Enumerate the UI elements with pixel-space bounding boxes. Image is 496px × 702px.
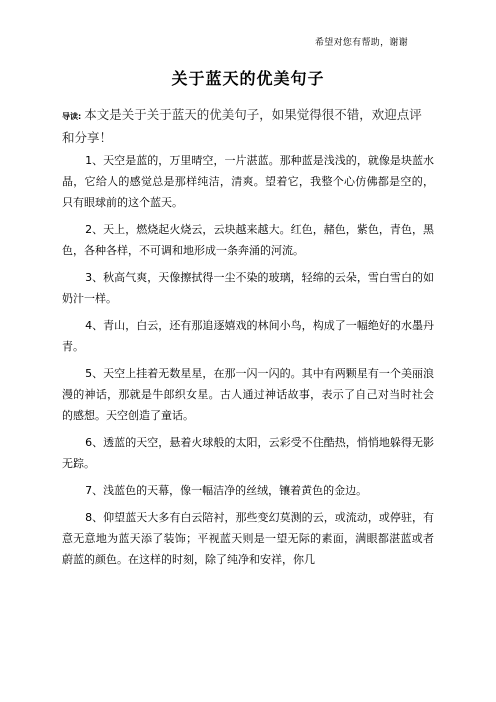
paragraph-2: 2、天上，燃烧起火烧云，云块越来越大。红色，赭色，紫色，青色，黑色，各种各样，不可调和地形成一条奔涌的河流。 bbox=[62, 223, 434, 257]
paragraph-1: 1、天空是蓝的，万里晴空，一片湛蓝。那种蓝是浅浅的，就像是块蓝水晶，它给人的感觉总是那样纯洁，清爽。望着它，我整个心仿佛都是空的，只有眼球前的这个蓝天。 bbox=[62, 154, 434, 209]
paragraph-4: 4、青山，白云，还有那追逐嬉戏的林间小鸟，构成了一幅绝好的水墨丹青。 bbox=[62, 319, 434, 353]
paragraph-7: 7、浅蓝色的天幕，像一幅洁净的丝绒，镶着黄色的金边。 bbox=[85, 484, 368, 497]
paragraph-3: 3、秋高气爽，天像擦拭得一尘不染的玻璃，轻绵的云朵，雪白雪白的如奶汁一样。 bbox=[62, 271, 434, 305]
content-body bbox=[62, 150, 434, 576]
intro-paragraph bbox=[62, 104, 434, 148]
paragraph-8: 8、仰望蓝天大多有白云陪衬，那些变幻莫测的云，或流动，或停驻，有意无意地为蓝天添了装饰；平视蓝天则是一望无际的素面，满眼都湛蓝或者蔚蓝的颜色。在这样的时刻，除了纯净和安祥，你几 bbox=[62, 511, 434, 566]
intro-text: 本文是关于关于蓝天的优美句子，如果觉得很不错，欢迎点评和分享！ bbox=[62, 107, 422, 145]
document-title: 关于蓝天的优美句子 bbox=[171, 69, 325, 88]
paragraph-6: 6、透蓝的天空，悬着火球般的太阳，云彩受不住酷热，悄悄地躲得无影无踪。 bbox=[62, 436, 434, 470]
intro-label: 导读: bbox=[62, 112, 82, 121]
paragraph-5: 5、天空上挂着无数星星，在那一闪一闪的。其中有两颗星有一个美丽浪漫的神话，那就是牛郎织女星。古人通过神话故事，表示了自己对当时社会的感想。天空创造了童话。 bbox=[62, 367, 434, 422]
header-note: 希望对您有帮助，谢谢 bbox=[314, 38, 408, 48]
